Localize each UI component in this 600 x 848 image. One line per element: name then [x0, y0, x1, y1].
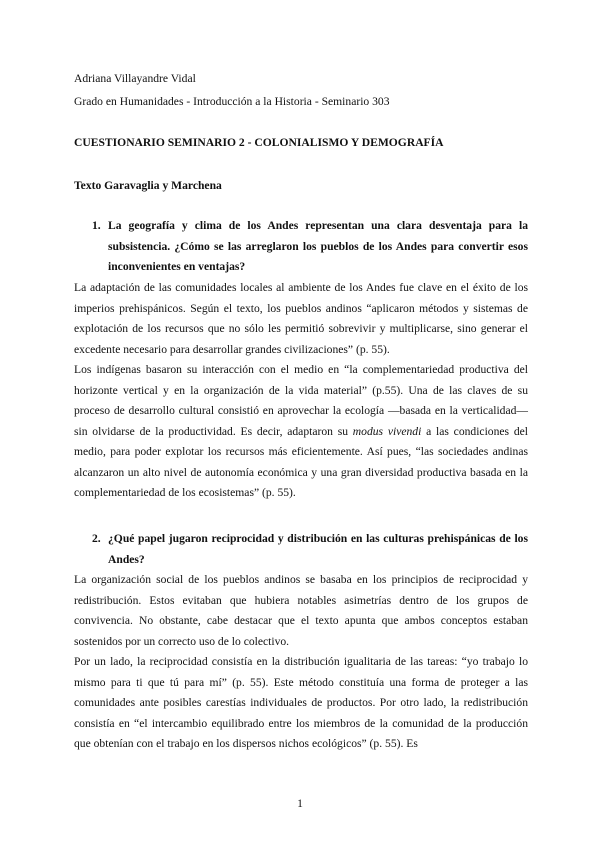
course-line: Grado en Humanidades - Introducción a la Historia - Seminario 303: [74, 95, 390, 108]
question-2: [92, 529, 528, 570]
answer-2-paragraph-1: La organización social de los pueblos andinos se basaba en los principios de reciprocidad y redistribución. Estos evitaban que hubiera notables asimetrías dentro de los grupos de convivencia. No obstante, cabe destacar que el texto apunta que ambos conceptos estaban sostenidos por un correcto uso de lo colectivo.: [74, 573, 528, 648]
question-2-text: ¿Qué papel jugaron reciprocidad y distribución en las culturas prehispánicas de los Andes?: [108, 532, 528, 566]
answer-1-paragraph-2-end: a las condiciones del medio, para poder explotar los recursos más eficientemente. Así pues, “las sociedades andinas alcanzaron un alto nivel de autonomía económica y una gran diversidad productiva basada en la complementariedad de los ecosistemas” (p. 55).: [74, 424, 528, 499]
page-number: 1: [297, 797, 303, 810]
answer-2-paragraph-2: Por un lado, la reciprocidad consistía en la distribución igualitaria de las tareas: “yo trabajo lo mismo para ti que tú para mí” (p. 55). Este método constituía una forma de proteger a las comunidades ante posibles carestías individuales de productos. Por otro lado, la redistribución consistía en “el intercambio equilibrado entre los miembros de la comunidad de la producción que obtenían con el trabajo en los dispersos nichos ecológicos” (p. 55). Es: [74, 655, 528, 750]
question-1-number: 1.: [92, 219, 101, 232]
question-1: [92, 216, 528, 278]
answer-1-paragraph-2: [74, 360, 528, 504]
question-1-text: La geografía y clima de los Andes representan una clara desventaja para la subsistencia. ¿Cómo se las arreglaron los pueblos de los Andes para convertir esos inconvenientes en ventajas?: [108, 219, 528, 273]
section-subtitle: Texto Garavaglia y Marchena: [74, 179, 222, 192]
document-title: CUESTIONARIO SEMINARIO 2 - COLONIALISMO Y DEMOGRAFÍA: [74, 136, 444, 149]
answer-1-paragraph-1: La adaptación de las comunidades locales al ambiente de los Andes fue clave en el éxito de los imperios prehispánicos. Según el texto, los pueblos andinos “aplicaron métodos y sistemas de explotación de los recursos que no sólo les permitió sobrevivir y multiplicarse, sino generar el excedente necesario para desarrollar grandes civilizaciones” (p. 55).: [74, 281, 528, 356]
answer-1-paragraph-2-start: Los indígenas basaron su interacción con el medio en “la complementariedad productiva del horizonte vertical y en la organización de la vida material” (p.55). Una de las claves de su proceso de desarrollo cultural consistió en aprovechar la ecología —basada en la verticalidad— sin olvidarse de la productividad. Es decir, adaptaron su: [74, 363, 528, 438]
question-2-number: 2.: [92, 532, 101, 545]
modus-vivendi-italic: modus vivendi: [352, 424, 422, 438]
author-name: Adriana Villayandre Vidal: [74, 72, 196, 85]
